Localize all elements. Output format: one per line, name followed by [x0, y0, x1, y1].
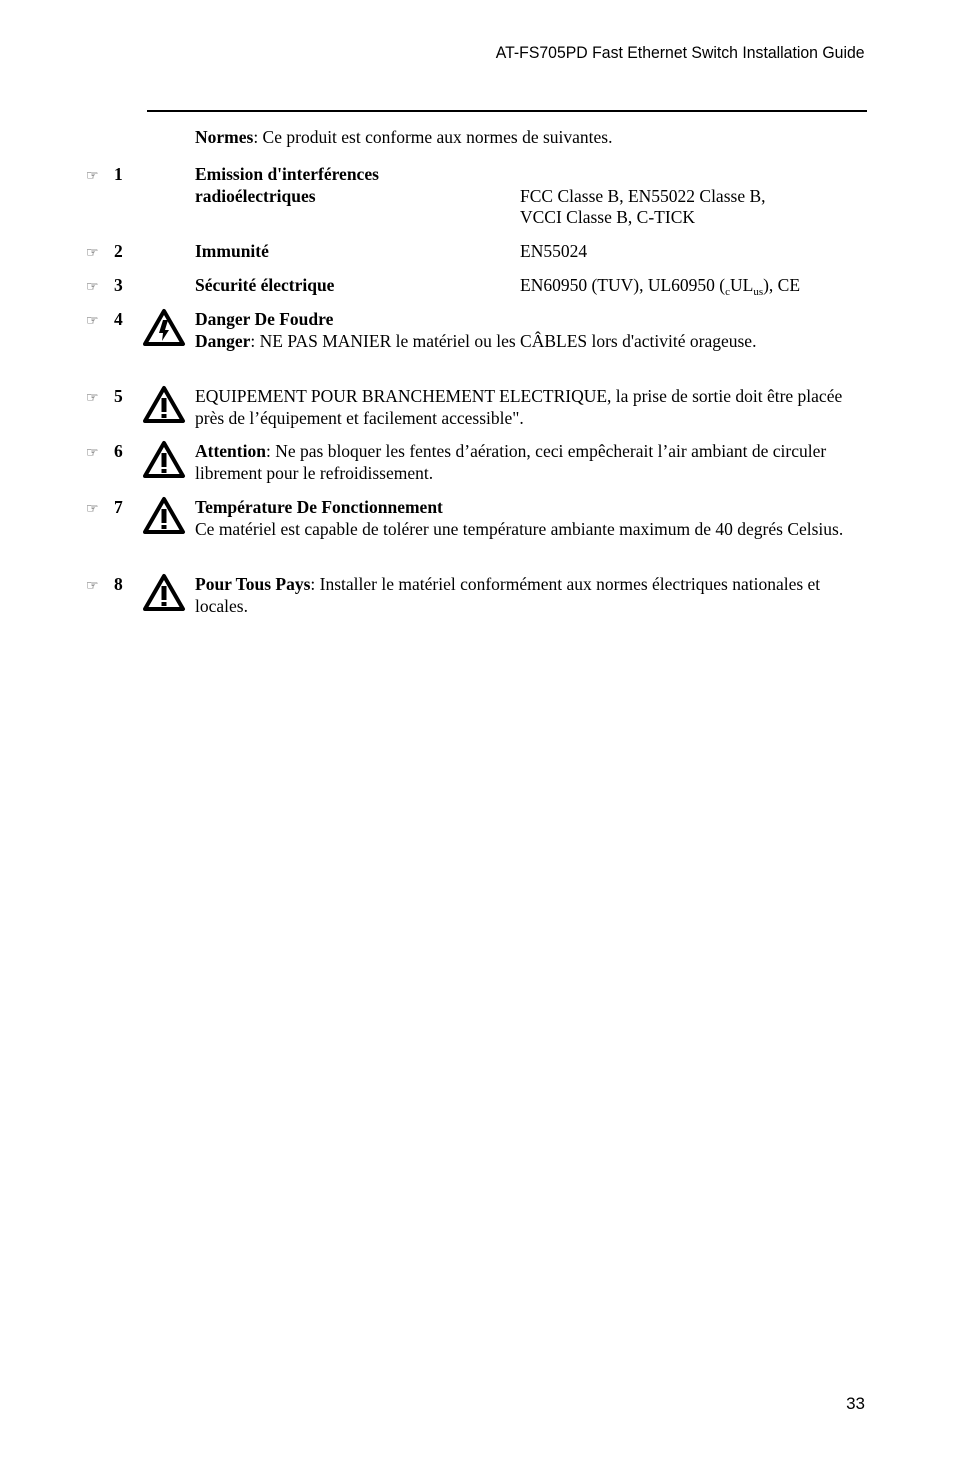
warning-bold: Danger — [195, 330, 251, 351]
warning-bold: Attention — [195, 441, 266, 461]
item-marker — [86, 441, 138, 465]
intro-bold: Normes — [195, 127, 254, 147]
item-number: 3 — [114, 275, 123, 295]
pointing-hand-icon: ☞ — [86, 168, 99, 184]
standard-value — [520, 275, 800, 297]
warning-body: : NE PAS MANIER le matériel ou les CÂBLES lors d'activité orageuse. — [250, 330, 757, 351]
warning-body: Ce matériel est capable de tolérer une température ambiante maximum de 40 degrés Celsius. — [195, 518, 844, 539]
intro-text: : Ce produit est conforme aux normes de suivantes. — [253, 127, 613, 147]
item-marker — [86, 275, 138, 299]
warning-body: EQUIPEMENT POUR BRANCHEMENT ELECTRIQUE, la prise de sortie doit être placée près de l’équipement et facilement accessible". — [195, 386, 843, 428]
warning-text — [195, 441, 870, 484]
pointing-hand-icon: ☞ — [86, 245, 99, 261]
caution-warning-icon — [142, 440, 186, 480]
value-ul: UL — [730, 275, 754, 295]
pointing-hand-icon: ☞ — [86, 390, 99, 406]
item-number: 2 — [114, 241, 123, 261]
standard-label: Sécurité électrique — [195, 275, 335, 295]
standard-value-line-2: VCCI Classe B, C-TICK — [520, 207, 695, 227]
warning-body: : Installer le matériel conformément aux normes électriques nationales et locales. — [195, 574, 821, 616]
value-text: EN60950 (TUV), UL60950 ( — [520, 275, 726, 295]
page-number: 33 — [846, 1394, 865, 1413]
warning-title: Danger De Foudre — [195, 309, 334, 329]
pointing-hand-icon: ☞ — [86, 279, 99, 295]
standard-value: EN55024 — [520, 241, 588, 261]
item-marker — [86, 309, 138, 333]
standard-label-line-1: Emission d'interférences — [195, 164, 379, 184]
intro-line — [195, 127, 612, 148]
caution-warning-icon — [142, 573, 186, 613]
pointing-hand-icon: ☞ — [86, 313, 99, 329]
warning-bold: Pour Tous Pays — [195, 574, 311, 594]
standard-label: Immunité — [195, 241, 269, 261]
standard-value-line-1: FCC Classe B, EN55022 Classe B, — [520, 185, 766, 206]
warning-text — [195, 574, 870, 617]
header-rule — [147, 110, 867, 112]
item-marker — [86, 574, 138, 598]
item-number: 4 — [114, 309, 123, 329]
warning-text — [195, 497, 870, 540]
subscript-c: c — [725, 286, 730, 298]
warning-title: Température De Fonctionnement — [195, 497, 443, 517]
running-header: AT-FS705PD Fast Ethernet Switch Installation Guide — [496, 43, 865, 62]
item-number: 5 — [114, 386, 123, 406]
item-number: 7 — [114, 497, 123, 517]
item-marker — [86, 164, 138, 188]
standard-value — [520, 186, 766, 229]
item-marker — [86, 497, 138, 521]
pointing-hand-icon: ☞ — [86, 445, 99, 461]
value-text-end: ), CE — [763, 275, 801, 295]
warning-body: : Ne pas bloquer les fentes d’aération, ceci empêcherait l’air ambiant de circuler librement pour le refroidissement. — [195, 441, 827, 483]
subscript-us: us — [753, 286, 764, 298]
item-marker — [86, 241, 138, 265]
standard-label — [195, 164, 505, 207]
caution-warning-icon — [142, 385, 186, 425]
pointing-hand-icon: ☞ — [86, 578, 99, 594]
pointing-hand-icon: ☞ — [86, 501, 99, 517]
standard-label-line-2: radioélectriques — [195, 185, 316, 206]
item-number: 6 — [114, 441, 123, 461]
warning-text — [195, 309, 870, 352]
lightning-warning-icon — [142, 308, 186, 348]
item-number: 8 — [114, 574, 123, 594]
item-number: 1 — [114, 164, 123, 184]
item-marker — [86, 386, 138, 410]
caution-warning-icon — [142, 496, 186, 536]
